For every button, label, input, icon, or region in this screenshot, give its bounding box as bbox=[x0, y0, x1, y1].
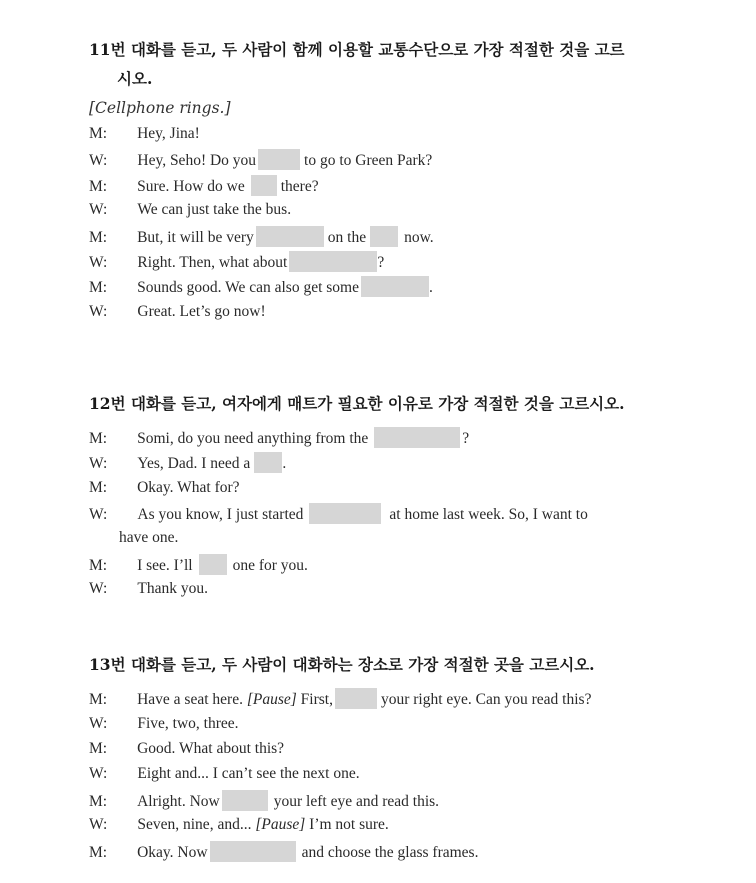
speaker: M: bbox=[89, 740, 108, 757]
speaker: W: bbox=[89, 254, 108, 271]
speaker: W: bbox=[89, 816, 108, 833]
line-text: your left eye and read this. bbox=[273, 793, 440, 810]
line-text: Okay. Now bbox=[137, 844, 208, 861]
line-text: Thank you. bbox=[137, 580, 208, 597]
answer-blank bbox=[222, 790, 268, 811]
line-text: and choose the glass frames. bbox=[301, 844, 479, 861]
speaker: M: bbox=[89, 844, 108, 861]
dialogue-line bbox=[89, 815, 389, 835]
speaker: M: bbox=[89, 793, 108, 810]
speaker: W: bbox=[89, 765, 108, 782]
answer-blank bbox=[256, 226, 324, 247]
line-text: there? bbox=[280, 178, 319, 195]
line-text: . bbox=[429, 279, 433, 296]
title-line-2: 시오. bbox=[117, 69, 153, 88]
answer-blank bbox=[374, 427, 460, 448]
line-text: one for you. bbox=[232, 557, 308, 574]
line-text: We can just take the bus. bbox=[137, 201, 292, 218]
stage-pause: [Pause] bbox=[255, 816, 306, 833]
line-text: on the bbox=[327, 229, 367, 246]
dialogue-line bbox=[89, 579, 208, 599]
line-text: Sure. How do we bbox=[137, 178, 245, 195]
line-text: your right eye. Can you read this? bbox=[380, 691, 592, 708]
dialogue-line bbox=[89, 841, 478, 861]
line-text: at home last week. So, I want to bbox=[389, 506, 588, 523]
line-text: I see. I’ll bbox=[137, 557, 193, 574]
dialogue-line bbox=[89, 276, 433, 296]
dialogue-line bbox=[89, 554, 308, 574]
dialogue-line bbox=[89, 714, 239, 734]
dialogue-line bbox=[89, 452, 286, 472]
answer-blank bbox=[258, 149, 300, 170]
speaker: M: bbox=[89, 279, 108, 296]
dialogue-line bbox=[89, 790, 439, 810]
dialogue-line bbox=[89, 251, 384, 271]
speaker: W: bbox=[89, 506, 108, 523]
line-text: Okay. What for? bbox=[137, 479, 240, 496]
stage-pause: [Pause] bbox=[246, 691, 297, 708]
speaker: W: bbox=[89, 201, 108, 218]
stage-direction: [Cellphone rings.] bbox=[89, 99, 231, 117]
answer-blank bbox=[370, 226, 398, 247]
line-text: Five, two, three. bbox=[137, 715, 239, 732]
speaker: W: bbox=[89, 455, 108, 472]
title-line-1: 11번 대화를 듣고, 두 사람이 함께 이용할 교통수단으로 가장 적절한 것을 고르 bbox=[89, 40, 625, 59]
line-text: Yes, Dad. I need a bbox=[137, 455, 251, 472]
line-text: Have a seat here. bbox=[137, 691, 243, 708]
line-text: I’m not sure. bbox=[309, 816, 389, 833]
line-text: Hey, Seho! Do you bbox=[137, 152, 257, 169]
speaker: W: bbox=[89, 580, 108, 597]
line-text: First, bbox=[300, 691, 333, 708]
dialogue-line bbox=[89, 302, 266, 322]
line-text: now. bbox=[404, 229, 434, 246]
answer-blank bbox=[335, 688, 377, 709]
speaker: M: bbox=[89, 557, 108, 574]
dialogue-line bbox=[89, 503, 588, 523]
line-text: ? bbox=[462, 430, 470, 447]
dialogue-line bbox=[89, 739, 284, 759]
answer-blank bbox=[289, 251, 377, 272]
line-text: But, it will be very bbox=[137, 229, 254, 246]
line-text: Seven, nine, and... bbox=[137, 816, 252, 833]
line-text: Good. What about this? bbox=[137, 740, 285, 757]
speaker: W: bbox=[89, 715, 108, 732]
line-text: to go to Green Park? bbox=[304, 152, 433, 169]
answer-blank bbox=[254, 452, 282, 473]
line-text: Great. Let’s go now! bbox=[137, 303, 266, 320]
question-11-title bbox=[89, 38, 625, 89]
speaker: M: bbox=[89, 430, 108, 447]
line-text: Eight and... I can’t see the next one. bbox=[137, 765, 360, 782]
dialogue-line bbox=[89, 149, 432, 169]
dialogue-continuation: have one. bbox=[119, 529, 179, 546]
dialogue-line bbox=[89, 124, 200, 144]
answer-blank bbox=[361, 276, 429, 297]
answer-blank bbox=[210, 841, 296, 862]
dialogue-line bbox=[89, 764, 360, 784]
answer-blank bbox=[251, 175, 277, 196]
dialogue-line bbox=[89, 478, 240, 498]
line-text: Somi, do you need anything from the bbox=[137, 430, 369, 447]
speaker: M: bbox=[89, 479, 108, 496]
answer-blank bbox=[309, 503, 381, 524]
speaker: M: bbox=[89, 229, 108, 246]
dialogue-line bbox=[89, 427, 469, 447]
speaker: W: bbox=[89, 152, 108, 169]
speaker: M: bbox=[89, 125, 108, 142]
dialogue-line bbox=[89, 226, 434, 246]
line-text: . bbox=[282, 455, 287, 472]
line-text: Alright. Now bbox=[137, 793, 220, 810]
line-text: ? bbox=[377, 254, 385, 271]
dialogue-line bbox=[89, 688, 591, 708]
line-text: As you know, I just started bbox=[137, 506, 304, 523]
question-12-title: 12번 대화를 듣고, 여자에게 매트가 필요한 이유로 가장 적절한 것을 고르시오. bbox=[89, 394, 625, 413]
speaker: M: bbox=[89, 178, 108, 195]
line-text: Hey, Jina! bbox=[137, 125, 200, 142]
dialogue-line bbox=[89, 175, 319, 195]
speaker: M: bbox=[89, 691, 108, 708]
speaker: W: bbox=[89, 303, 108, 320]
line-text: Sounds good. We can also get some bbox=[137, 279, 359, 296]
answer-blank bbox=[199, 554, 227, 575]
dialogue-line bbox=[89, 200, 291, 220]
question-13-title: 13번 대화를 듣고, 두 사람이 대화하는 장소로 가장 적절한 곳을 고르시오. bbox=[89, 655, 595, 674]
line-text: Right. Then, what about bbox=[137, 254, 288, 271]
